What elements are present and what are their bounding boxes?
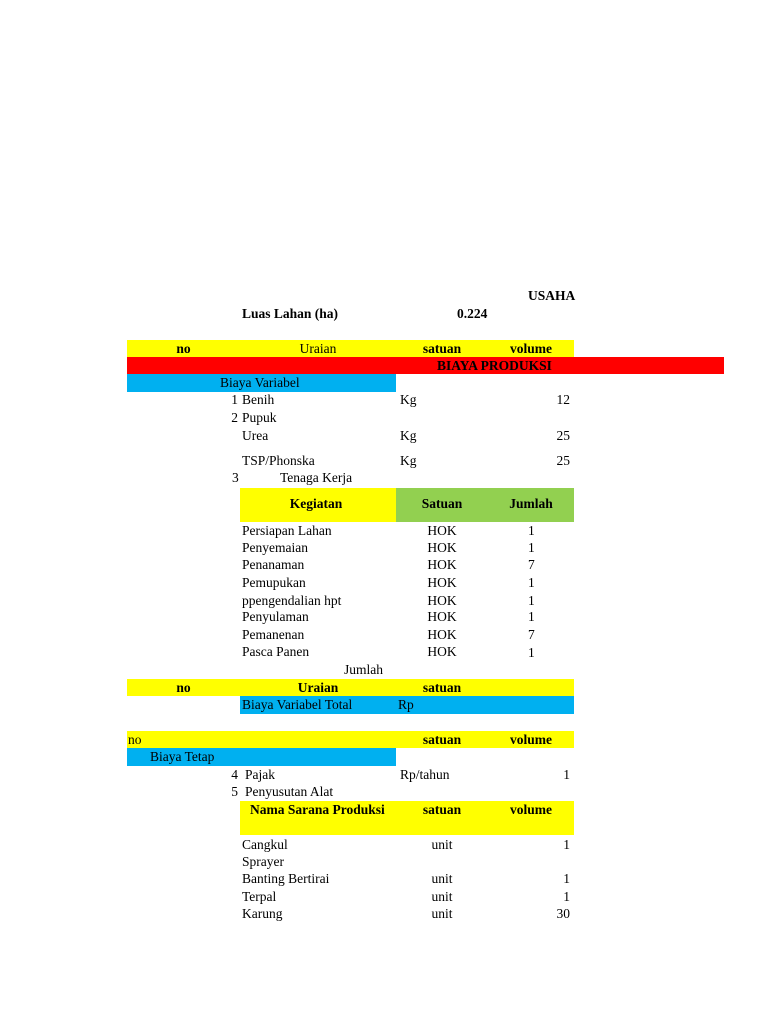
pajak-name: Pajak (245, 767, 275, 782)
sarana-name: Terpal (242, 889, 277, 904)
kegiatan-header-satuan: Satuan (421, 496, 463, 511)
kegiatan-name: Penyemaian (242, 540, 308, 555)
sarana-unit: unit (431, 906, 453, 921)
kegiatan-qty: 1 (528, 645, 535, 660)
kegiatan-qty: 1 (528, 575, 535, 590)
header3-no: no (128, 732, 142, 747)
header2-uraian: Uraian (297, 680, 339, 695)
sarana-unit: unit (431, 837, 453, 852)
kegiatan-unit: HOK (427, 540, 457, 555)
sarana-unit: unit (431, 889, 453, 904)
pajak-unit: Rp/tahun (400, 767, 450, 782)
kegiatan-qty: 7 (528, 627, 535, 642)
item-unit: Kg (400, 428, 417, 443)
kegiatan-unit: HOK (427, 557, 457, 572)
kegiatan-name: Pasca Panen (242, 644, 310, 659)
page-title: USAHA (528, 288, 576, 303)
sarana-value: 1 (563, 837, 570, 852)
header2-no: no (176, 680, 191, 695)
biaya-tetap-label: Biaya Tetap (150, 749, 215, 764)
kegiatan-name: Persiapan Lahan (242, 523, 332, 538)
sarana-name: Karung (242, 906, 283, 921)
sarana-header-nama: Nama Sarana Produksi (250, 802, 385, 817)
kegiatan-qty: 1 (528, 523, 535, 538)
sarana-value: 1 (563, 871, 570, 886)
kegiatan-unit: HOK (427, 593, 457, 608)
penyusutan-no: 5 (231, 784, 238, 799)
pajak-value: 1 (563, 767, 570, 782)
luas-lahan-label: Luas Lahan (ha) (242, 306, 339, 321)
sarana-header-satuan: satuan (422, 802, 462, 817)
sarana-header-volume: volume (510, 802, 552, 817)
sarana-name: Sprayer (242, 854, 284, 869)
pajak-no: 4 (231, 767, 238, 782)
header-volume: volume (510, 341, 552, 356)
header-satuan: satuan (422, 341, 462, 356)
item-unit: Kg (400, 392, 417, 407)
kegiatan-qty: 1 (528, 540, 535, 555)
bv-total-unit: Rp (398, 697, 414, 712)
sarana-value: 30 (556, 906, 570, 921)
kegiatan-header-jumlah: Jumlah (509, 496, 553, 511)
kegiatan-unit: HOK (427, 627, 457, 642)
kegiatan-unit: HOK (427, 575, 457, 590)
biaya-variabel-label: Biaya Variabel (220, 375, 300, 390)
kegiatan-name: Penanaman (242, 557, 305, 572)
biaya-produksi-label: BIAYA PRODUKSI (437, 358, 552, 373)
sarana-name: Banting Bertirai (242, 871, 330, 886)
header2-satuan: satuan (422, 680, 462, 695)
kegiatan-unit: HOK (427, 609, 457, 624)
kegiatan-name: Pemupukan (242, 575, 306, 590)
kegiatan-header-kegiatan: Kegiatan (289, 496, 343, 511)
luas-lahan-value: 0.224 (457, 306, 488, 321)
kegiatan-name: Pemanenan (242, 627, 305, 642)
sarana-unit: unit (431, 871, 453, 886)
header3-satuan: satuan (422, 732, 462, 747)
item-name: TSP/Phonska (242, 453, 315, 468)
kegiatan-qty: 1 (528, 609, 535, 624)
penyusutan-name: Penyusutan Alat (245, 784, 334, 799)
item-name: Urea (242, 428, 269, 443)
tenaga-kerja-label: Tenaga Kerja (280, 470, 353, 485)
bv-total-label: Biaya Variabel Total (242, 697, 353, 712)
header3-volume: volume (510, 732, 552, 747)
sarana-name: Cangkul (242, 837, 288, 852)
kegiatan-qty: 1 (528, 593, 535, 608)
header-uraian: Uraian (299, 341, 337, 356)
item-unit: Kg (400, 453, 417, 468)
sarana-value: 1 (563, 889, 570, 904)
kegiatan-qty: 7 (528, 557, 535, 572)
item-value: 12 (556, 392, 570, 407)
item-value: 25 (556, 428, 570, 443)
item-value: 25 (556, 453, 570, 468)
jumlah-label: Jumlah (344, 662, 383, 677)
item-no: 2 (231, 410, 238, 425)
kegiatan-name: Penyulaman (242, 609, 309, 624)
kegiatan-unit: HOK (427, 523, 457, 538)
header-no: no (176, 341, 191, 356)
item-no: 1 (231, 392, 238, 407)
biaya-produksi-band (127, 357, 724, 374)
tenaga-kerja-no: 3 (232, 470, 239, 485)
kegiatan-unit: HOK (427, 644, 457, 659)
item-name: Benih (242, 392, 275, 407)
kegiatan-name: ppengendalian hpt (242, 593, 342, 608)
item-name: Pupuk (242, 410, 277, 425)
